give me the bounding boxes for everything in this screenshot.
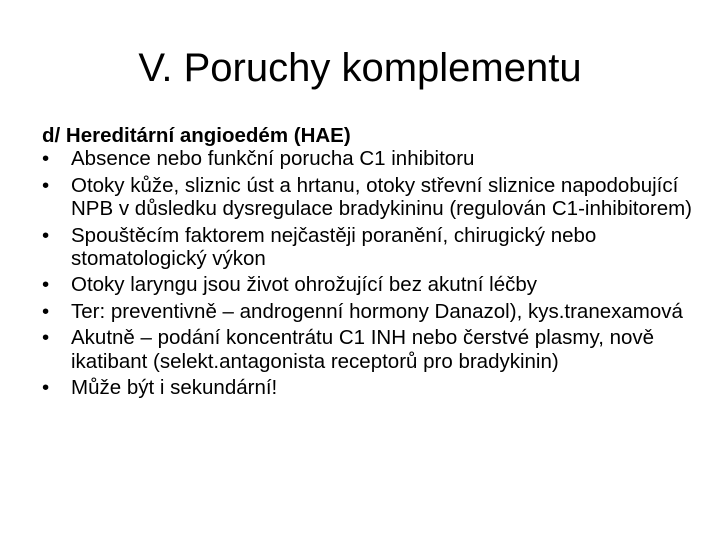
bullet-item <box>42 273 702 296</box>
subheading: d/ Hereditární angioedém (HAE) <box>42 124 351 147</box>
bullet-text: Otoky laryngu jsou život ohrožující bez akutní léčby <box>71 273 538 297</box>
bullet-icon: • <box>42 376 50 400</box>
bullet-icon: • <box>42 147 50 171</box>
bullet-icon: • <box>42 273 50 297</box>
bullet-icon: • <box>42 223 50 247</box>
bullet-icon: • <box>42 173 50 197</box>
slide-title: V. Poruchy komplementu <box>138 46 582 90</box>
bullet-text: Spouštěcím faktorem nejčastěji poranění, chirugický nebo stomatologický výkon <box>71 223 597 271</box>
bullet-text: Ter: preventivně – androgenní hormony Danazol), kys.tranexamová <box>71 299 683 323</box>
bullet-text: Otoky kůže, sliznic úst a hrtanu, otoky střevní sliznice napodobující NPB v důsledku dysregulace bradykininu (regulován C1-inhibitorem) <box>71 173 693 221</box>
bullet-text: Absence nebo funkční porucha C1 inhibitoru <box>71 147 475 171</box>
bullet-item <box>42 300 702 323</box>
bullet-text: Akutně – podání koncentrátu C1 INH nebo čerstvé plasmy, nově ikatibant (selekt.antagonista receptorů pro bradykinin) <box>71 326 655 373</box>
bullet-list <box>42 147 702 399</box>
bullet-icon: • <box>42 326 50 350</box>
bullet-item <box>42 326 702 373</box>
bullet-item <box>42 224 702 271</box>
bullet-item <box>42 376 702 399</box>
bullet-icon: • <box>42 299 50 323</box>
bullet-text: Může být i sekundární! <box>71 376 278 400</box>
bullet-item <box>42 147 702 170</box>
slide-content <box>42 124 702 402</box>
bullet-item <box>42 174 702 221</box>
